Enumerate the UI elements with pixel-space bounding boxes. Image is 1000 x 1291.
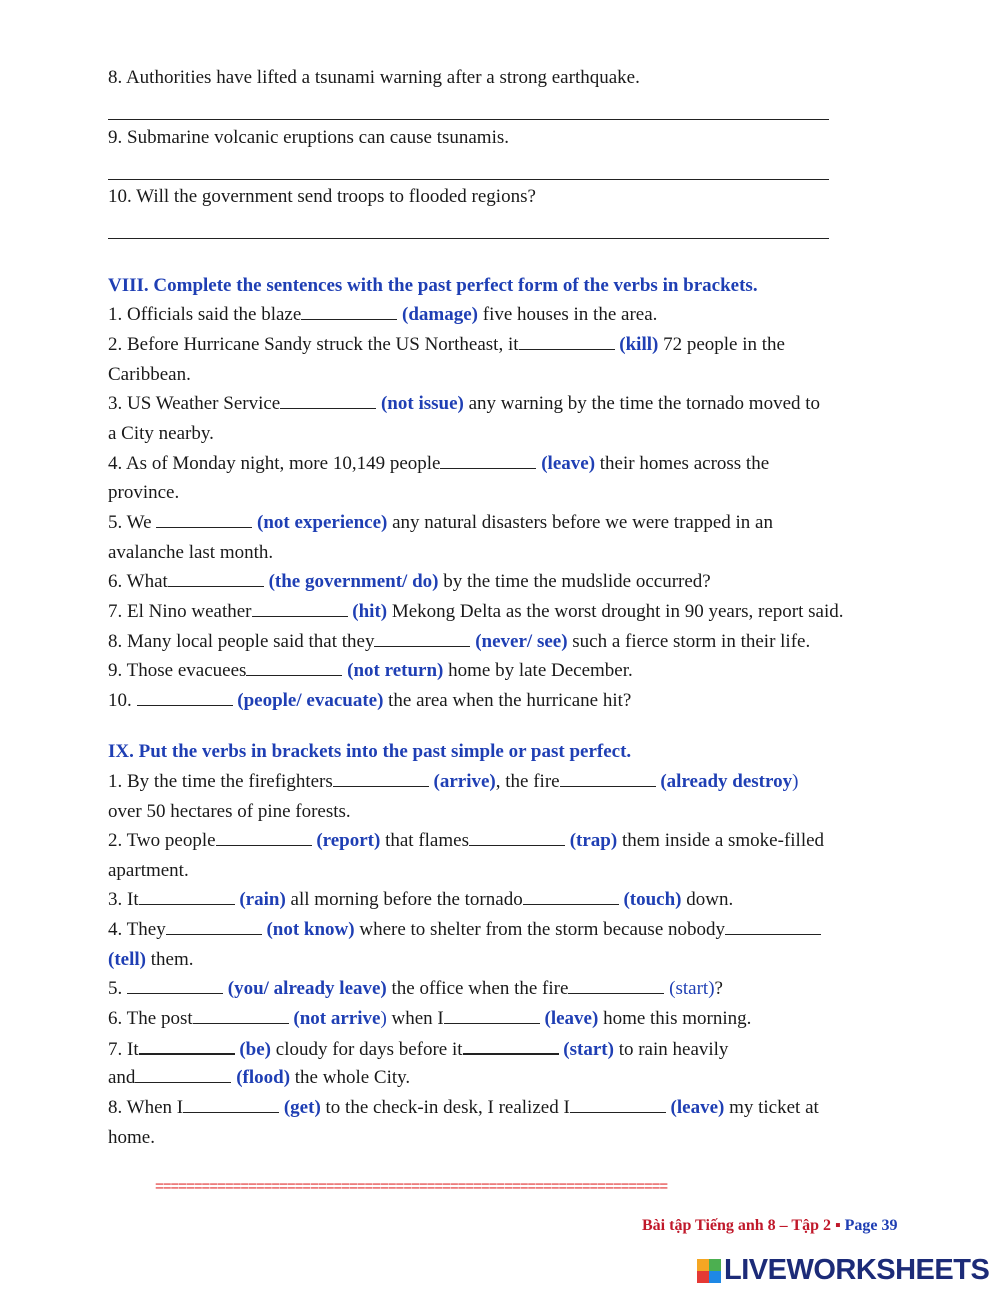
- answer-blank[interactable]: [280, 392, 376, 409]
- list-item: 9. Those evacuees (not return) home by late December.: [108, 660, 633, 681]
- answer-line[interactable]: [108, 238, 829, 239]
- answer-line[interactable]: [108, 119, 829, 120]
- list-item: 8. Many local people said that they (never/ see) such a fierce storm in their life.: [108, 631, 811, 652]
- verb-hint: (not experience): [257, 512, 388, 533]
- list-item-continued: Caribbean.: [108, 364, 191, 385]
- section-heading: VIII. Complete the sentences with the past perfect form of the verbs in brackets.: [108, 275, 758, 296]
- answer-blank[interactable]: [333, 770, 429, 787]
- verb-hint: (never/ see): [475, 631, 568, 652]
- page-separator: ==================================================================: [155, 1178, 668, 1195]
- answer-blank[interactable]: [568, 977, 664, 994]
- answer-blank[interactable]: [374, 630, 470, 647]
- list-item: 8. When I (get) to the check-in desk, I realized I (leave) my ticket at: [108, 1097, 819, 1118]
- list-item: 6. The post (not arrive) when I (leave) home this morning.: [108, 1008, 752, 1029]
- verb-hint: (not return): [347, 660, 444, 681]
- answer-blank[interactable]: [440, 452, 536, 469]
- list-item-continued: avalanche last month.: [108, 542, 274, 563]
- answer-blank[interactable]: [216, 829, 312, 846]
- answer-blank[interactable]: [139, 1037, 235, 1055]
- answer-blank[interactable]: [137, 689, 233, 706]
- answer-blank[interactable]: [560, 770, 656, 787]
- list-item: 3. It (rain) all morning before the tornado (touch) down.: [108, 889, 734, 910]
- list-item: 1. Officials said the blaze (damage) five houses in the area.: [108, 304, 658, 325]
- answer-blank[interactable]: [193, 1007, 289, 1024]
- verb-hint: (not know): [266, 919, 355, 940]
- verb-hint: (kill): [619, 334, 659, 355]
- answer-blank[interactable]: [246, 659, 342, 676]
- verb-hint: (touch): [623, 889, 682, 910]
- verb-hint: (tell): [108, 949, 146, 970]
- answer-blank[interactable]: [183, 1096, 279, 1113]
- answer-blank[interactable]: [301, 303, 397, 320]
- liveworksheets-logo[interactable]: [697, 1254, 989, 1287]
- section-heading: IX. Put the verbs in brackets into the past simple or past perfect.: [108, 741, 632, 762]
- answer-blank[interactable]: [469, 829, 565, 846]
- list-item: 3. US Weather Service (not issue) any warning by the time the tornado moved to: [108, 393, 821, 414]
- question-text: 10. Will the government send troops to flooded regions?: [108, 186, 536, 207]
- brand-name: LIVEWORKSHEETS: [724, 1254, 990, 1286]
- answer-blank[interactable]: [519, 333, 615, 350]
- verb-hint: (be): [239, 1039, 272, 1060]
- answer-blank[interactable]: [135, 1066, 231, 1083]
- list-item: 1. By the time the firefighters (arrive), the fire (already destroy): [108, 771, 799, 792]
- logo-grid-icon: [697, 1259, 721, 1283]
- answer-blank[interactable]: [127, 977, 223, 994]
- verb-hint: (flood): [236, 1067, 291, 1088]
- verb-hint: (report): [316, 830, 381, 851]
- verb-hint: (start): [563, 1039, 614, 1060]
- list-item: 4. As of Monday night, more 10,149 people (leave) their homes across the: [108, 453, 770, 474]
- list-item-continued: over 50 hectares of pine forests.: [108, 801, 351, 822]
- list-item: 2. Two people (report) that flames (trap) them inside a smoke-filled: [108, 830, 825, 851]
- verb-hint: (start): [669, 978, 715, 999]
- list-item: 4. They (not know) where to shelter from the storm because nobody: [108, 918, 821, 942]
- answer-blank[interactable]: [139, 888, 235, 905]
- list-item-continued: apartment.: [108, 860, 189, 881]
- list-item: 7. It (be) cloudy for days before it (start) to rain heavily: [108, 1039, 729, 1060]
- list-item-continued: province.: [108, 482, 180, 503]
- list-item-continued: a City nearby.: [108, 423, 214, 444]
- list-item: 7. El Nino weather (hit) Mekong Delta as the worst drought in 90 years, report said.: [108, 601, 844, 622]
- verb-hint: (rain): [239, 889, 286, 910]
- verb-hint: (you/ already leave): [227, 978, 387, 999]
- answer-blank[interactable]: [725, 918, 821, 935]
- list-item: 6. What (the government/ do) by the time the mudslide occurred?: [108, 571, 711, 592]
- verb-hint: (hit): [352, 601, 388, 622]
- verb-hint: (arrive): [433, 771, 496, 792]
- book-title: Bài tập Tiếng anh 8 – Tập 2 ▪: [642, 1217, 845, 1234]
- question-text: 8. Authorities have lifted a tsunami warning after a strong earthquake.: [108, 67, 640, 88]
- answer-blank[interactable]: [252, 600, 348, 617]
- list-item-continued: home.: [108, 1127, 155, 1148]
- list-item-continued: and (flood) the whole City.: [108, 1067, 411, 1088]
- verb-hint: (people/ evacuate): [237, 690, 384, 711]
- verb-hint: (leave): [544, 1008, 599, 1029]
- verb-hint: (leave): [670, 1097, 725, 1118]
- verb-hint: (the government/ do): [268, 571, 439, 592]
- list-item: 5. We (not experience) any natural disasters before we were trapped in an: [108, 512, 773, 533]
- verb-hint: (damage): [402, 304, 479, 325]
- answer-blank[interactable]: [166, 918, 262, 935]
- list-item: 2. Before Hurricane Sandy struck the US Northeast, it (kill) 72 people in the: [108, 334, 785, 355]
- verb-hint: (trap): [569, 830, 618, 851]
- answer-blank[interactable]: [156, 511, 252, 528]
- list-item: 10. (people/ evacuate) the area when the hurricane hit?: [108, 690, 632, 711]
- answer-blank[interactable]: [570, 1096, 666, 1113]
- list-item-continued: (tell) them.: [108, 949, 194, 970]
- answer-blank[interactable]: [444, 1007, 540, 1024]
- verb-hint: (leave): [541, 453, 596, 474]
- page-footer: [642, 1217, 898, 1235]
- verb-hint: (not arrive: [293, 1008, 381, 1029]
- answer-blank[interactable]: [523, 888, 619, 905]
- answer-line[interactable]: [108, 179, 829, 180]
- answer-blank[interactable]: [463, 1037, 559, 1055]
- list-item: 5. (you/ already leave) the office when the fire (start)?: [108, 978, 723, 999]
- verb-hint: (already destroy: [660, 771, 793, 792]
- verb-hint: (not issue): [380, 393, 464, 414]
- answer-blank[interactable]: [168, 570, 264, 587]
- page-number: Page 39: [844, 1217, 898, 1234]
- question-text: 9. Submarine volcanic eruptions can cause tsunamis.: [108, 127, 510, 148]
- verb-hint: (get): [283, 1097, 321, 1118]
